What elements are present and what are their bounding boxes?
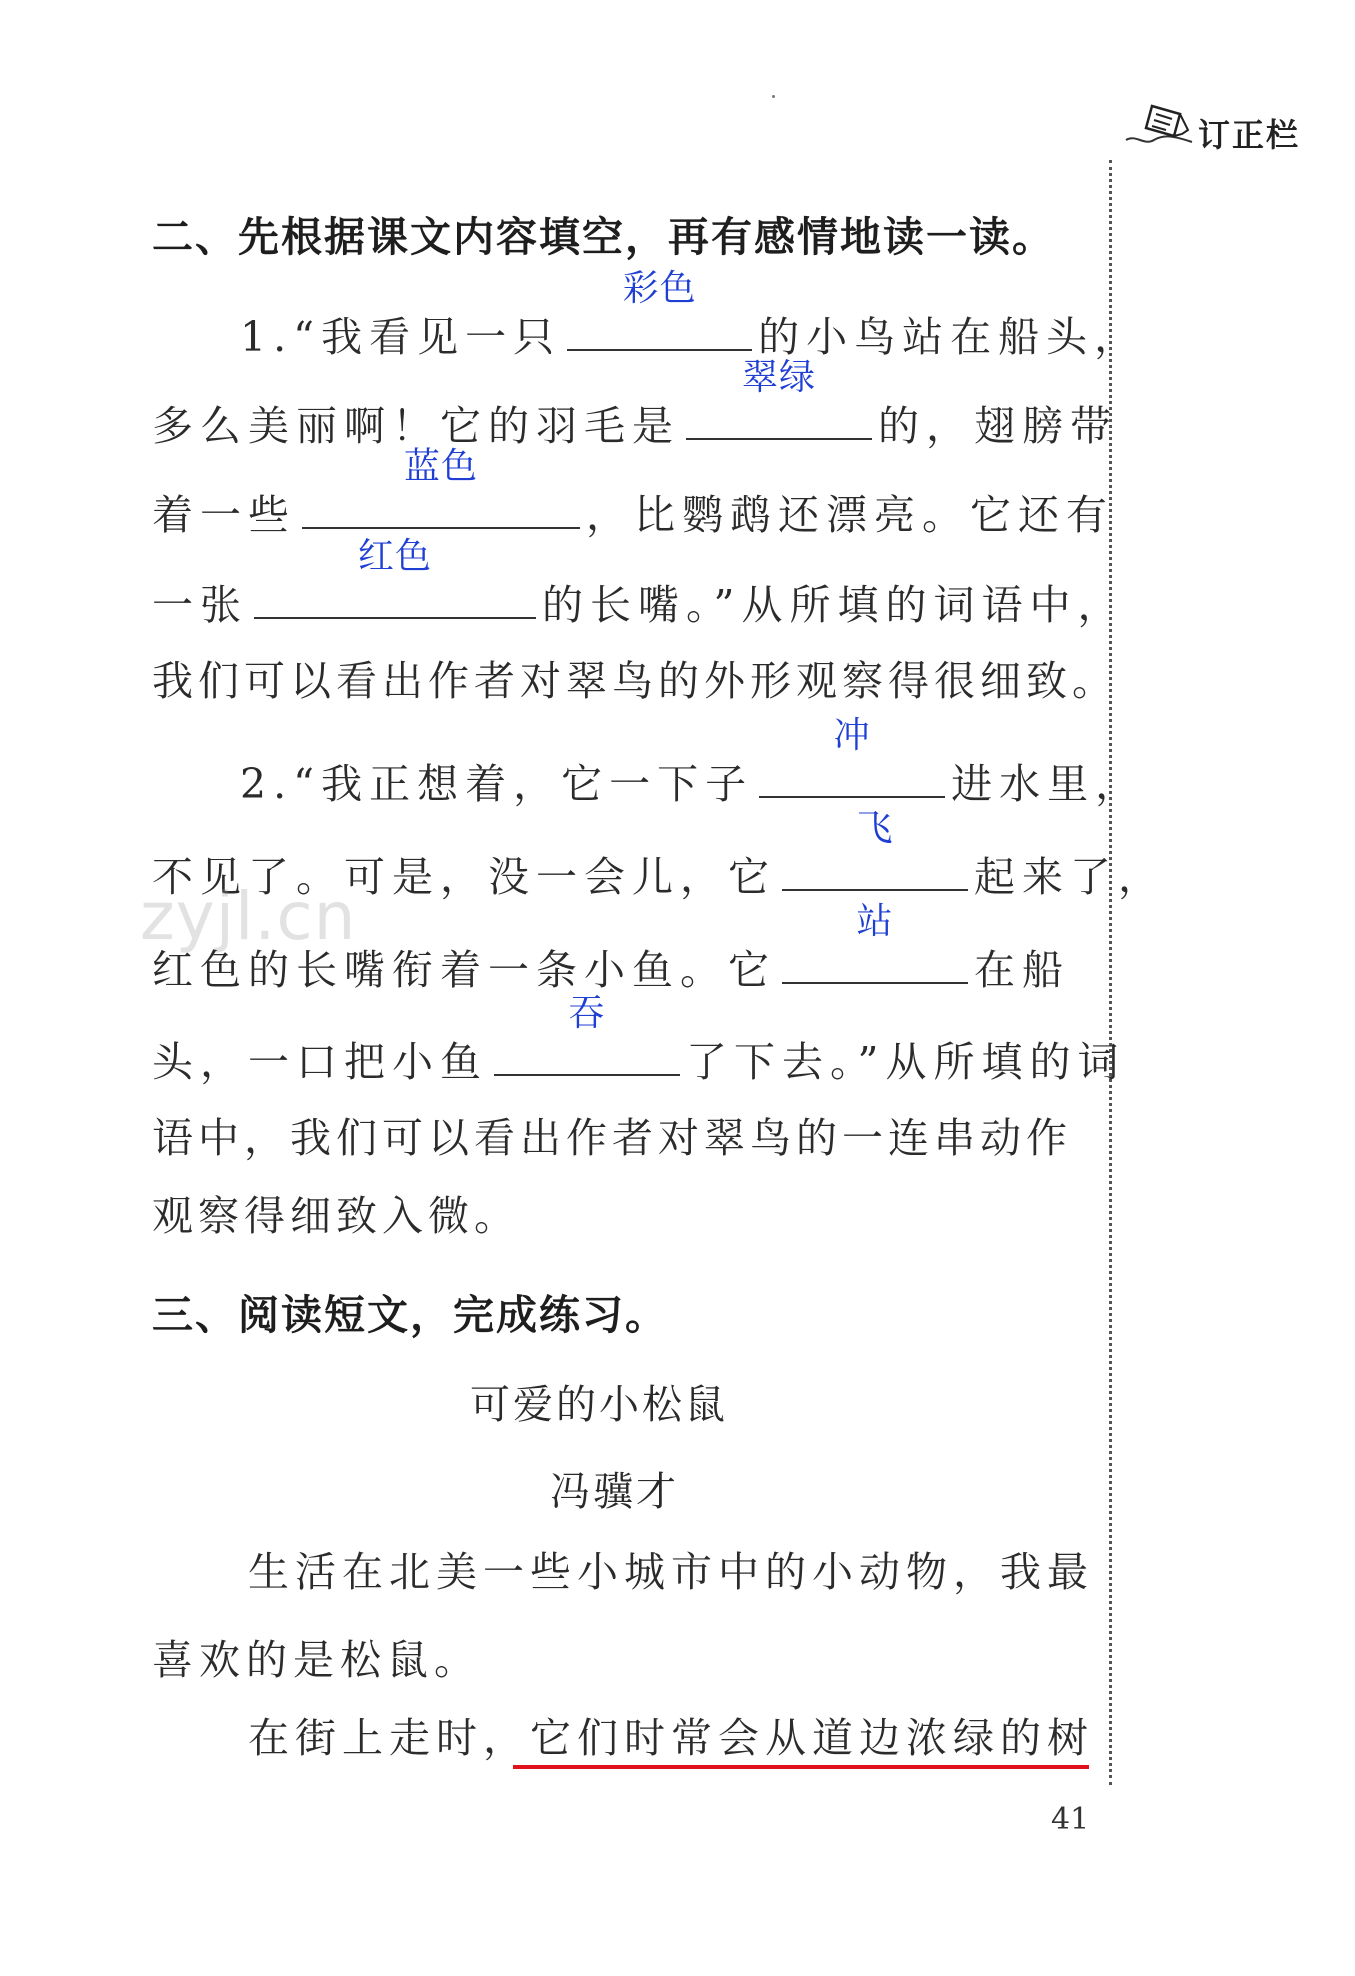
q2-answer-1: 冲 — [833, 715, 871, 756]
watermark: zyjl.cn — [140, 878, 357, 955]
q2-line-3-prefix: 红色的长嘴衔着一条小鱼。它 — [152, 946, 776, 994]
red-underline — [513, 1765, 1089, 1769]
q1-line-2 — [152, 357, 1118, 450]
passage-title: 可爱的小松鼠 — [470, 1382, 728, 1428]
q1-line-4-prefix: 一张 — [152, 581, 248, 629]
passage-p1-line-2: 喜欢的是松鼠。 — [152, 1636, 481, 1684]
q2-line-6: 观察得细致入微。 — [152, 1192, 520, 1240]
q2-line-1-suffix: 进水里， — [951, 760, 1144, 808]
q2-answer-4: 吞 — [568, 993, 606, 1034]
passage-p2-underlined-text: 它们时常会从道边浓绿的树 — [530, 1714, 1094, 1762]
section-3-heading: 三、阅读短文，完成练习。 — [152, 1291, 668, 1339]
q2-blank-4 — [494, 993, 680, 1076]
q1-blank-2 — [686, 357, 872, 440]
q2-answer-2: 飞 — [856, 808, 894, 849]
q2-line-5: 语中，我们可以看出作者对翠鸟的一连串动作 — [152, 1114, 1072, 1162]
q2-line-1-prefix: 2.“我正想着，它一下子 — [240, 760, 754, 808]
q1-answer-2: 翠绿 — [741, 357, 816, 398]
q1-answer-3: 蓝色 — [403, 446, 478, 487]
q1-answer-4: 红色 — [357, 536, 432, 577]
q1-answer-1: 彩色 — [622, 268, 697, 309]
q1-blank-3 — [302, 446, 580, 529]
q2-blank-2 — [782, 808, 968, 891]
passage-author: 冯骥才 — [550, 1469, 679, 1515]
q2-answer-3: 站 — [856, 901, 894, 942]
q1-line-3-prefix: 着一些 — [152, 491, 296, 539]
q1-blank-1 — [567, 268, 752, 351]
q2-line-2-prefix: 不见了。可是，没一会儿，它 — [152, 853, 776, 901]
scan-speck — [772, 95, 775, 98]
q2-blank-3 — [782, 901, 968, 984]
section-2-heading: 二、先根据课文内容填空，再有感情地读一读。 — [152, 213, 1055, 261]
pencil-note-icon — [1122, 96, 1196, 154]
q1-line-4 — [152, 536, 1126, 629]
q1-line-1-suffix: 的小鸟站在船头， — [758, 313, 1143, 361]
q2-line-3-suffix: 在船 — [974, 946, 1070, 994]
q2-line-4-prefix: 头，一口把小鱼 — [152, 1038, 488, 1086]
page-number: 41 — [1051, 1802, 1090, 1837]
q1-blank-4 — [254, 536, 536, 619]
q1-line-5: 我们可以看出作者对翠鸟的外形观察得很细致。 — [152, 657, 1118, 705]
q2-line-4-suffix: 了下去。”从所填的词 — [686, 1038, 1126, 1086]
q1-line-3-suffix: ，比鹦鹉还漂亮。它还有 — [586, 491, 1114, 539]
q1-line-1-prefix: 1.“我看见一只 — [240, 313, 562, 361]
q1-line-4-suffix: 的长嘴。”从所填的词语中， — [542, 581, 1126, 629]
q2-line-2-suffix: 起来了， — [974, 853, 1166, 901]
q2-line-4 — [152, 993, 1126, 1086]
q2-blank-1 — [759, 715, 945, 798]
q2-line-1 — [240, 715, 1144, 808]
passage-p1-line-1: 生活在北美一些小城市中的小动物，我最 — [248, 1548, 1094, 1596]
q1-line-1 — [240, 268, 1143, 361]
q1-line-2-prefix: 多么美丽啊！它的羽毛是 — [152, 402, 680, 450]
passage-p2-prefix: 在街上走时， — [248, 1714, 530, 1762]
q1-line-2-suffix: 的，翅膀带 — [878, 402, 1118, 450]
q1-line-3 — [152, 446, 1114, 539]
correction-column-label: 订正栏 — [1198, 116, 1301, 154]
passage-p2-line-1 — [248, 1714, 1094, 1762]
